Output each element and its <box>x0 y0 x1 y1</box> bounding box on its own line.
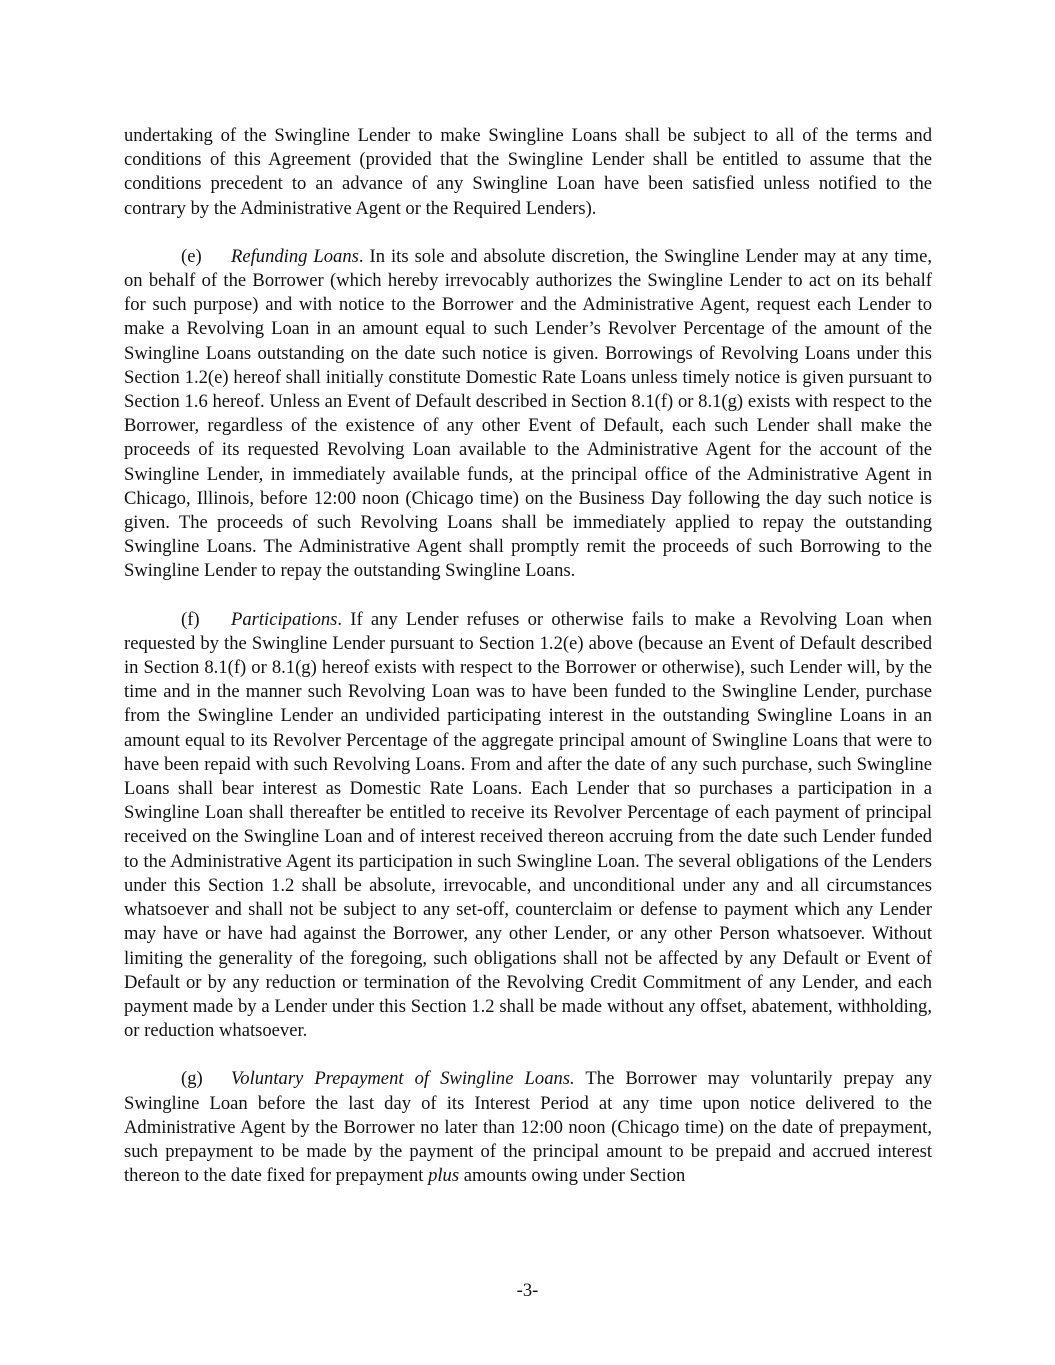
section-g-body-before: The Borrower may voluntarily prepay any Swingline Loan before the last day of its Interest Period at any time upon notice delivered to the Administrative Agent by the Borrower no later than 12:00 noon (Chicago time) on the date of prepayment, such prepayment to be made by the payment of the principal amount to be prepaid and accrued interest thereon to the date fixed for prepayment <box>124 1068 932 1187</box>
section-f-paragraph <box>124 608 932 1044</box>
section-g-label: (g) <box>181 1068 203 1090</box>
section-e-label: (e) <box>181 245 202 267</box>
document-page <box>124 124 932 1188</box>
section-f-body: . If any Lender refuses or otherwise fails to make a Revolving Loan when requested by the Swingline Lender pursuant to Section 1.2(e) above (because an Event of Default described in Section 8.1(f) or 8.1(g) hereof exists with respect to the Borrower or otherwise), such Lender will, by the time and in the manner such Revolving Loan was to have been funded to the Swingline Lender, purchase from the Swingline Lender an undivided participating interest in the outstanding Swingline Loans in an amount equal to its Revolver Percentage of the aggregate principal amount of Swingline Loans that were to have been repaid with such Revolving Loans. From and after the date of any such purchase, such Swingline Loans shall bear interest as Domestic Rate Loans. Each Lender that so purchases a participation in a Swingline Loan shall thereafter be entitled to receive its Revolver Percentage of each payment of principal received on the Swingline Loan and of interest received thereon accruing from the date such Lender funded to the Administrative Agent its participation in such Swingline Loan. The several obligations of the Lenders under this Section 1.2 shall be absolute, irrevocable, and unconditional under any and all circumstances whatsoever and shall not be subject to any set-off, counterclaim or defense to payment which any Lender may have or have had against the Borrower, any other Lender, or any other Person whatsoever. Without limiting the generality of the foregoing, such obligations shall not be affected by any Default or Event of Default or by any reduction or termination of the Revolving Credit Commitment of any Lender, and each payment made by a Lender under this Section 1.2 shall be made without any offset, abatement, withholding, or reduction whatsoever. <box>124 608 932 1042</box>
section-g-body-after: amounts owing under Section <box>459 1165 686 1187</box>
section-f-heading: Participations <box>231 608 338 630</box>
section-g-paragraph <box>124 1067 932 1188</box>
section-g-emphasis: plus <box>428 1165 460 1187</box>
section-e-heading: Refunding Loans <box>231 245 359 267</box>
page-number: -3- <box>516 1280 539 1301</box>
section-e-body: . In its sole and absolute discretion, the Swingline Lender may at any time, on behalf of the Borrower (which hereby irrevocably authorizes the Swingline Lender to act on its behalf for such purpose) and with notice to the Borrower and the Administrative Agent, request each Lender to make a Revolving Loan in an amount equal to such Lender’s Revolver Percentage of the amount of the Swingline Loans outstanding on the date such notice is given. Borrowings of Revolving Loans under this Section 1.2(e) hereof shall initially constitute Domestic Rate Loans unless timely notice is given pursuant to Section 1.6 hereof. Unless an Event of Default described in Section 8.1(f) or 8.1(g) exists with respect to the Borrower, regardless of the existence of any other Event of Default, each such Lender shall make the proceeds of its requested Revolving Loan available to the Administrative Agent for the account of the Swingline Lender, in immediately available funds, at the principal office of the Administrative Agent in Chicago, Illinois, before 12:00 noon (Chicago time) on the Business Day following the day such notice is given. The proceeds of such Revolving Loans shall be immediately applied to repay the outstanding Swingline Loans. The Administrative Agent shall promptly remit the proceeds of such Borrowing to the Swingline Lender to repay the outstanding Swingline Loans. <box>124 245 932 582</box>
section-e-paragraph <box>124 245 932 584</box>
continuation-paragraph: undertaking of the Swingline Lender to make Swingline Loans shall be subject to all of the terms and conditions of this Agreement (provided that the Swingline Lender shall be entitled to assume that the conditions precedent to an advance of any Swingline Loan have been satisfied unless notified to the contrary by the Administrative Agent or the Required Lenders). <box>124 125 932 219</box>
section-g-heading: Voluntary Prepayment of Swingline Loans. <box>231 1068 575 1090</box>
section-f-label: (f) <box>181 608 200 630</box>
